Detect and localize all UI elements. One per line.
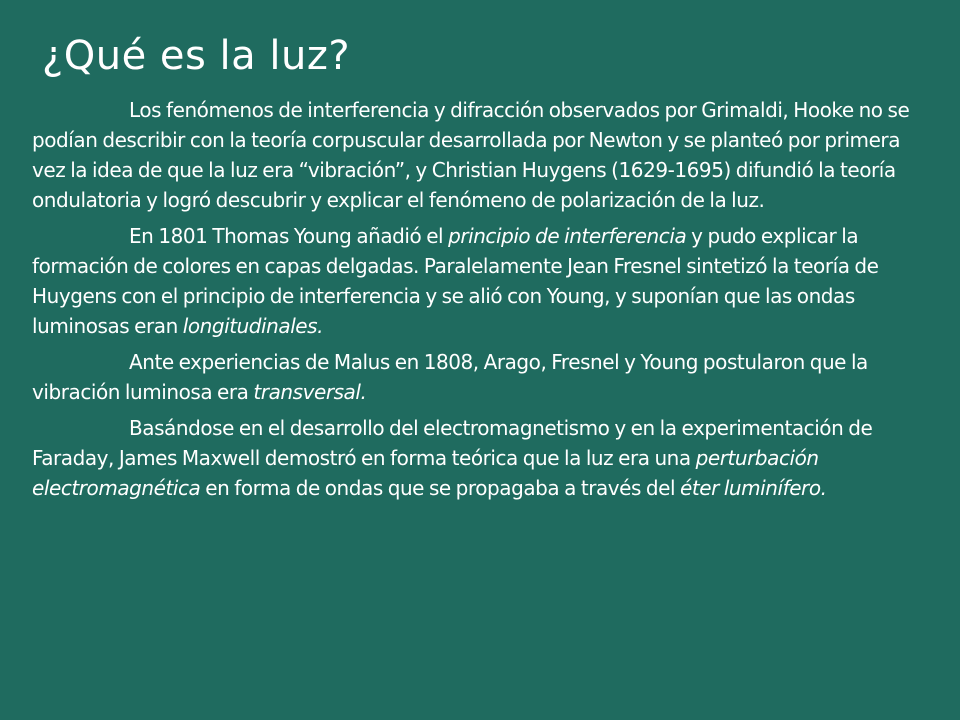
paragraph-4-text-a: Basándose en el desarrollo del electromagnetismo y en la experimentación de Faraday, James Maxwell demostró en forma teórica que la luz era una — [32, 416, 873, 470]
paragraph-2-emphasis-longitudinal: longitudinales. — [182, 314, 324, 338]
paragraph-3 — [32, 347, 937, 407]
paragraph-4 — [32, 413, 937, 503]
paragraph-2-text-a: En 1801 Thomas Young añadió el — [129, 224, 449, 248]
paragraph-1 — [32, 95, 937, 215]
slide-body — [32, 95, 937, 503]
paragraph-4-emphasis-ether: éter luminífero. — [680, 476, 827, 500]
paragraph-3-emphasis-transversal: transversal. — [253, 380, 367, 404]
paragraph-3-text-a: Ante experiencias de Malus en 1808, Arago, Fresnel y Young postularon que la vibración luminosa era — [32, 350, 868, 404]
paragraph-4-text-c: en forma de ondas que se propagaba a través del — [200, 476, 681, 500]
paragraph-1-text: Los fenómenos de interferencia y difracción observados por Grimaldi, Hooke no se podían describir con la teoría corpuscular desarrollada por Newton y se planteó por primera vez la idea de que la luz era “vibración”, y Christian Huygens (1629-1695) difundió la teoría ondulatoria y logró descubrir y explicar el fenómeno de polarización de la luz. — [32, 98, 910, 212]
paragraph-4-emphasis-perturbation: perturbación electromagnética — [32, 446, 819, 500]
slide-title: ¿Qué es la luz? — [42, 33, 351, 79]
paragraph-2-text-c: y pudo explicar la formación de colores en capas delgadas. Paralelamente Jean Fresnel sintetizó la teoría de Huygens con el principio de interferencia y se alió con Young, y suponían que las ondas luminosas eran — [32, 224, 879, 338]
paragraph-2 — [32, 221, 937, 341]
paragraph-2-emphasis-interference: principio de interferencia — [448, 224, 687, 248]
